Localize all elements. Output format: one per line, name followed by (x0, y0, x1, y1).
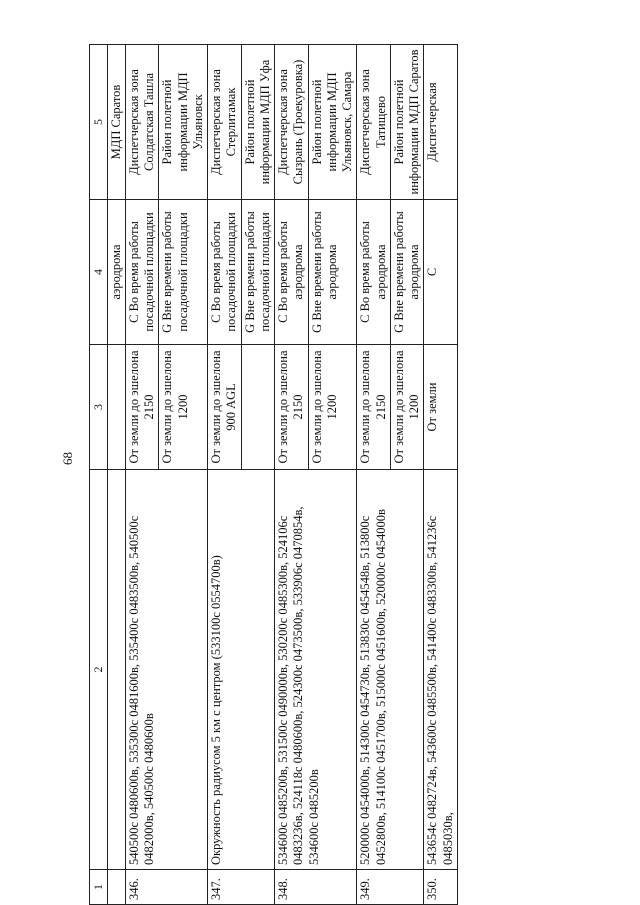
airspace-class-cell: G Вне времени работы посадочной площадки (241, 200, 275, 345)
airspace-class-cell: C Во время работы аэродрома (357, 200, 391, 345)
airspace-class-cell: C Во время работы посадочной площадки (208, 200, 242, 345)
coordinates-cell (107, 470, 125, 870)
zone-cell: Район полетной информации МДП Ульяновск, Самара (308, 45, 357, 200)
airspace-class-cell: аэродрома (107, 200, 125, 345)
altitude-cell: От земли до эшелона 2150 (125, 345, 159, 470)
altitude-cell: От земли до эшелона 900 AGL (208, 345, 242, 470)
zone-cell: Район полетной информации МДП Ульяновск (159, 45, 208, 200)
column-header: 3 (90, 345, 108, 470)
airspace-class-cell: C Во время работы аэродрома (275, 200, 309, 345)
row-number-cell: 347. (208, 870, 275, 905)
zone-cell: Диспетчерская зона Сызрань (Троекуровка) (275, 45, 309, 200)
column-header: 2 (90, 470, 108, 870)
row-number-cell: 348. (275, 870, 357, 905)
zone-cell: Диспетчерская (424, 45, 458, 200)
zone-cell: МДП Саратов (107, 45, 125, 200)
table-row (208, 45, 242, 905)
altitude-cell (241, 345, 275, 470)
zone-cell: Район полетной информации МДП Уфа (241, 45, 275, 200)
column-header: 5 (90, 45, 108, 200)
column-header: 4 (90, 200, 108, 345)
airspace-class-cell: G Вне времени работы аэродрома (390, 200, 424, 345)
header-row (90, 45, 108, 905)
table-row (357, 45, 391, 905)
coordinates-cell: 534600с 0485200в, 531500с 0490000в, 530200с 0485300в, 524106с 0483236в, 524118с 0480600в, 524300с 0473500в, 533906с 0470854в, 534600с 0485200в (275, 470, 357, 870)
continuation-row (107, 45, 125, 905)
coordinates-cell: Окружность радиусом 5 км с центром (533100с 0554700в) (208, 470, 275, 870)
airspace-table (89, 44, 458, 905)
altitude-cell: От земли до эшелона 1200 (159, 345, 208, 470)
row-number-cell (107, 870, 125, 905)
altitude-cell (107, 345, 125, 470)
coordinates-cell: 520000с 0454000в, 514300с 0454730в, 513830с 0454548в, 513800с 0452800в, 514100с 0451700в, 515000с 0451600в, 520000с 0454000в (357, 470, 424, 870)
airspace-class-cell: C Во время работы посадочной площадки (125, 200, 159, 345)
column-header: 1 (90, 870, 108, 905)
page-number: 68 (60, 452, 75, 465)
airspace-class-cell: C (424, 200, 458, 345)
altitude-cell: От земли (424, 345, 458, 470)
table-row (275, 45, 309, 905)
row-number-cell: 350. (424, 870, 458, 905)
row-number-cell: 349. (357, 870, 424, 905)
zone-cell: Диспетчерская зона Татищево (357, 45, 391, 200)
table-row (424, 45, 458, 905)
zone-cell: Диспетчерская зона Солдатская Ташла (125, 45, 159, 200)
coordinates-cell: 543654с 0482724в, 543600с 0485500в, 541400с 0483300в, 541236с 0485030в, (424, 470, 458, 870)
coordinates-cell: 540500с 0480600в, 535300с 0481600в, 535400с 0483500в, 540500с 0482000в, 540500с 0480600в (125, 470, 207, 870)
row-number-cell: 346. (125, 870, 207, 905)
altitude-cell: От земли до эшелона 2150 (357, 345, 391, 470)
airspace-class-cell: G Вне времени работы посадочной площадки (159, 200, 208, 345)
airspace-class-cell: G Вне времени работы аэродрома (308, 200, 357, 345)
rotated-page (89, 45, 581, 905)
altitude-cell: От земли до эшелона 1200 (390, 345, 424, 470)
zone-cell: Диспетчерская зона Стерлитамак (208, 45, 242, 200)
table-body (90, 45, 458, 905)
table-row (125, 45, 159, 905)
altitude-cell: От земли до эшелона 1200 (308, 345, 357, 470)
altitude-cell: От земли до эшелона 2150 (275, 345, 309, 470)
zone-cell: Район полетной информации МДП Саратов (390, 45, 424, 200)
